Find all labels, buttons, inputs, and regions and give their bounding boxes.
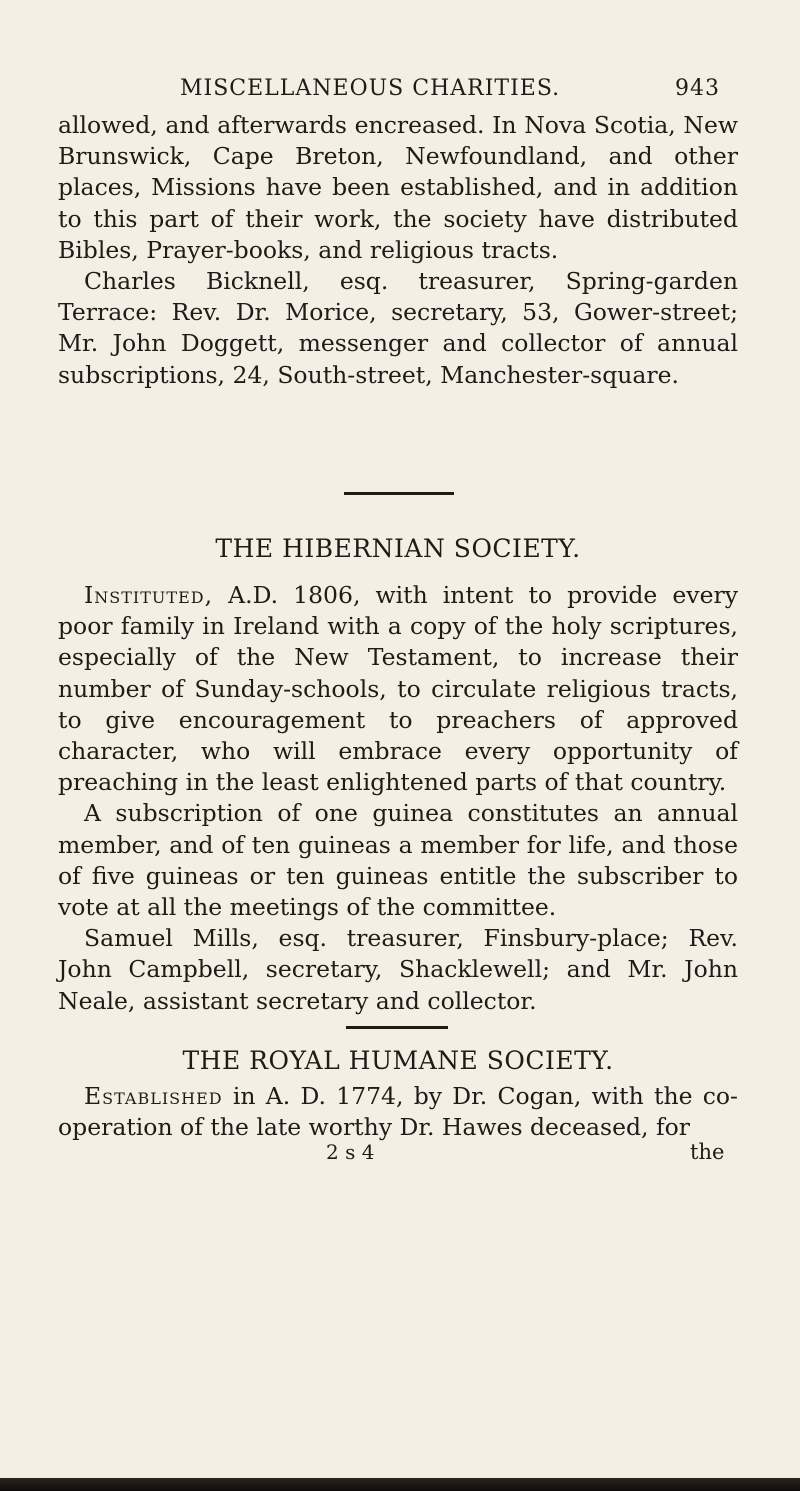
running-head-title: MISCELLANEOUS CHARITIES. — [180, 76, 561, 101]
hibernian-paragraph-3: Samuel Mills, esq. treasurer, Finsbury-place; Rev. John Campbell, secretary, Shacklewell; and Mr. John Neale, assistant secretary and collector. — [58, 924, 738, 1015]
hibernian-paragraph-1 — [58, 580, 738, 798]
hibernian-paragraph-1-text: A.D. 1806, with intent to provide every poor family in Ireland with a copy of the holy scriptures, especially of the New Testament, to increase their number of Sunday-schools, to circulate religious tracts, to give encouragement to preachers of approved character, who will embrace every opportunity of preaching in the least enlightened parts of that country. — [58, 581, 738, 797]
page-number: 943 — [675, 76, 720, 101]
royal-humane-lead-word: Established — [84, 1082, 223, 1110]
hibernian-text — [58, 580, 738, 1017]
intro-text — [58, 110, 738, 391]
royal-humane-heading: THE ROYAL HUMANE SOCIETY. — [182, 1046, 614, 1075]
section-divider — [344, 492, 454, 495]
royal-humane-paragraph-1 — [58, 1081, 738, 1143]
catchword: the — [690, 1140, 725, 1164]
hibernian-heading: THE HIBERNIAN SOCIETY. — [215, 534, 581, 563]
intro-officers-paragraph: Charles Bicknell, esq. treasurer, Spring-garden Terrace: Rev. Dr. Morice, secretary, 53, Gower-street; Mr. John Doggett, messenger and collector of annual subscriptions, 24, South-street, Manchester-square. — [58, 267, 738, 389]
signature-mark: 2 s 4 — [326, 1140, 375, 1164]
royal-humane-text — [58, 1081, 738, 1143]
hibernian-lead-word: Instituted, — [84, 581, 214, 609]
intro-paragraph: allowed, and afterwards encreased. In Nova Scotia, New Brunswick, Cape Breton, Newfoundland, and other places, Missions have been established, and in addition to this part of their work, the society have distributed Bibles, Prayer-books, and religious tracts. — [58, 111, 738, 264]
scan-edge — [0, 1478, 800, 1491]
royal-humane-paragraph-1-text: in A. D. 1774, by Dr. Cogan, with the co-operation of the late worthy Dr. Hawes deceased, for — [58, 1082, 738, 1142]
section-divider — [346, 1026, 448, 1029]
hibernian-paragraph-2: A subscription of one guinea constitutes an annual member, and of ten guineas a member for life, and those of five guineas or ten guineas entitle the subscriber to vote at all the meetings of the committee. — [58, 799, 738, 922]
